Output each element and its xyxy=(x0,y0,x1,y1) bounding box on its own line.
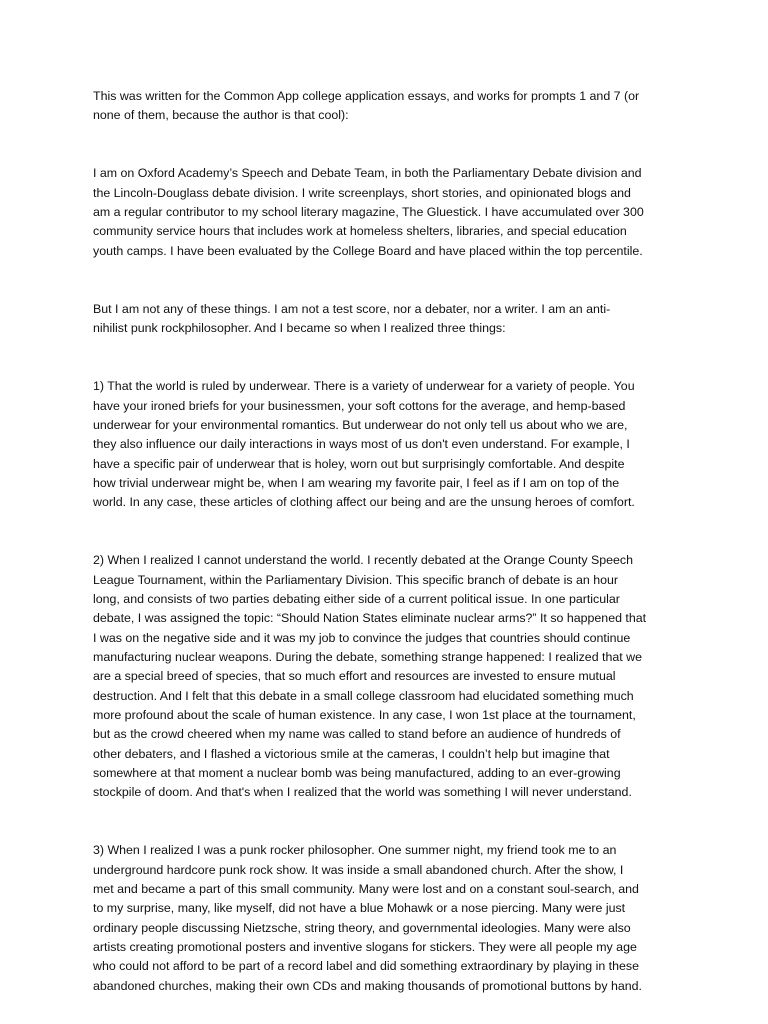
essay-body xyxy=(93,87,677,996)
text-line: other debaters, and I flashed a victorious smile at the cameras, I couldn’t help but imagine that xyxy=(93,746,610,761)
text-line: community service hours that includes work at homeless shelters, libraries, and special education xyxy=(93,224,627,239)
paragraph-spacer xyxy=(93,803,677,842)
text-line: how trivial underwear might be, when I am wearing my favorite pair, I feel as if I am on top of the xyxy=(93,475,620,490)
text-line: I was on the negative side and it was my job to convince the judges that countries should continue xyxy=(93,630,631,645)
text-line: 1) That the world is ruled by underwear. There is a variety of underwear for a variety of people. You xyxy=(93,379,635,394)
text-line: long, and consists of two parties debating either side of a current political issue. In one particular xyxy=(93,591,620,606)
achievements-paragraph xyxy=(93,164,677,261)
text-line: somewhere at that moment a nuclear bomb was being manufactured, adding to an ever-growing xyxy=(93,766,621,781)
text-line: have a specific pair of underwear that is holey, worn out but surprisingly comfortable. And despite xyxy=(93,456,625,471)
thesis-paragraph xyxy=(93,300,677,339)
text-line: am a regular contributor to my school literary magazine, The Gluestick. I have accumulated over 300 xyxy=(93,205,644,220)
text-line: destruction. And I felt that this debate in a small college classroom had elucidated something much xyxy=(93,688,634,703)
text-line: are a special breed of species, that so much effort and resources are invested to ensure mutual xyxy=(93,669,616,684)
text-line: artists creating promotional posters and inventive slogans for stickers. They were all people my age xyxy=(93,940,637,955)
text-line: world. In any case, these articles of clothing affect our being and are the unsung heroes of comfort. xyxy=(93,495,635,510)
text-line: none of them, because the author is that cool): xyxy=(93,108,349,123)
text-line: I am on Oxford Academy’s Speech and Debate Team, in both the Parliamentary Debate division and xyxy=(93,166,642,181)
point-one-paragraph xyxy=(93,377,677,512)
text-line: ordinary people discussing Nietzsche, string theory, and governmental ideologies. Many were also xyxy=(93,920,631,935)
intro-note-paragraph xyxy=(93,87,677,126)
text-line: met and became a part of this small community. Many were lost and on a constant soul-search, and xyxy=(93,882,639,897)
paragraph-spacer xyxy=(93,513,677,552)
text-line: but as the crowd cheered when my name was called to stand before an audience of hundreds of xyxy=(93,727,621,742)
paragraph-spacer xyxy=(93,261,677,300)
text-line: 2) When I realized I cannot understand the world. I recently debated at the Orange County Speech xyxy=(93,553,634,568)
text-line: underground hardcore punk rock show. It was inside a small abandoned church. After the show, I xyxy=(93,862,624,877)
text-line: But I am not any of these things. I am not a test score, nor a debater, nor a writer. I am an anti- xyxy=(93,301,611,316)
paragraph-spacer xyxy=(93,338,677,377)
text-line: underwear for your environmental romantics. But underwear do not only tell us about who we are, xyxy=(93,417,628,432)
text-line: nihilist punk rockphilosopher. And I became so when I realized three things: xyxy=(93,321,506,336)
text-line: youth camps. I have been evaluated by the College Board and have placed within the top percentile. xyxy=(93,243,643,258)
text-line: stockpile of doom. And that's when I realized that the world was something I will never understand. xyxy=(93,785,632,800)
text-line: manufacturing nuclear weapons. During the debate, something strange happened: I realized that we xyxy=(93,649,642,664)
paragraph-spacer xyxy=(93,126,677,165)
text-line: to my surprise, many, like myself, did not have a blue Mohawk or a nose piercing. Many were just xyxy=(93,901,626,916)
text-line: debate, I was assigned the topic: “Should Nation States eliminate nuclear arms?” It so happened that xyxy=(93,611,647,626)
text-line: League Tournament, within the Parliamentary Division. This specific branch of debate is an hour xyxy=(93,572,619,587)
text-line: This was written for the Common App college application essays, and works for prompts 1 and 7 (or xyxy=(93,89,640,103)
point-two-paragraph xyxy=(93,551,677,802)
text-line: have your ironed briefs for your businessmen, your soft cottons for the average, and hemp-based xyxy=(93,398,626,413)
text-line: who could not afford to be part of a record label and did something extraordinary by playing in these xyxy=(93,959,639,974)
text-line: 3) When I realized I was a punk rocker philosopher. One summer night, my friend took me to an xyxy=(93,843,617,858)
text-line: the Lincoln-Douglass debate division. I write screenplays, short stories, and opinionated blogs and xyxy=(93,185,631,200)
text-line: abandoned churches, making their own CDs and making thousands of promotional buttons by hand. xyxy=(93,978,642,993)
text-line: they also influence our daily interactions in ways most of us don't even understand. For example, I xyxy=(93,437,630,452)
point-three-paragraph xyxy=(93,841,677,996)
text-line: more profound about the scale of human existence. In any case, I won 1st place at the tournament, xyxy=(93,708,636,722)
